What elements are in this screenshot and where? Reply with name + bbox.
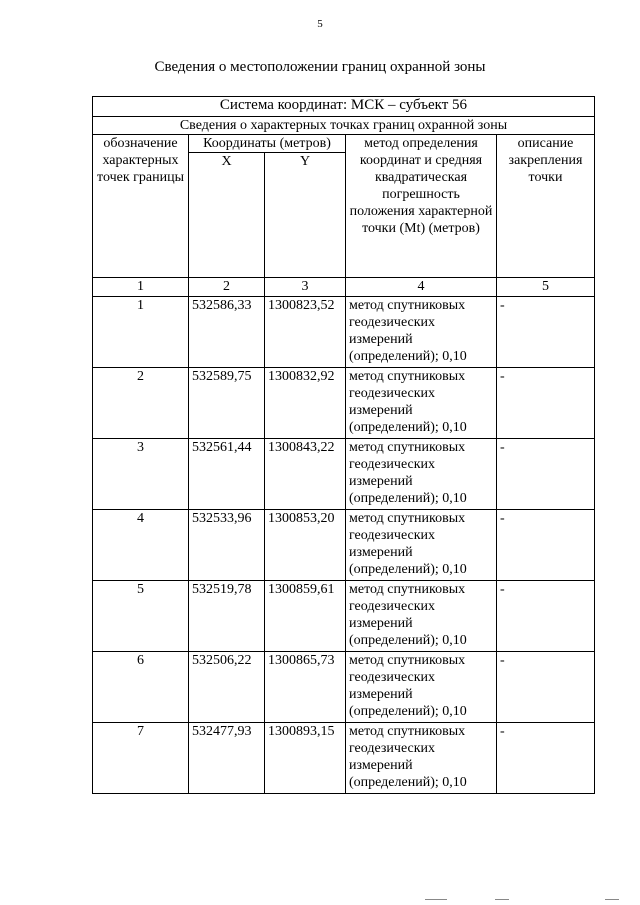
table-row — [93, 297, 595, 368]
coordinate-y: 1300843,22 — [265, 439, 346, 510]
method-cell: метод спутниковых геодезических измерений (определений); 0,10 — [346, 581, 497, 652]
method-cell: метод спутниковых геодезических измерений (определений); 0,10 — [346, 652, 497, 723]
coordinate-x: 532519,78 — [189, 581, 265, 652]
table-row — [93, 581, 595, 652]
coordinate-x: 532586,33 — [189, 297, 265, 368]
method-cell: метод спутниковых геодезических измерений (определений); 0,10 — [346, 368, 497, 439]
column-number: 1 — [93, 278, 189, 297]
coordinate-x: 532561,44 — [189, 439, 265, 510]
method-cell: метод спутниковых геодезических измерений (определений); 0,10 — [346, 510, 497, 581]
point-number: 1 — [93, 297, 189, 368]
method-cell: метод спутниковых геодезических измерений (определений); 0,10 — [346, 723, 497, 794]
coordinate-system-header: Система координат: МСК – субъект 56 — [93, 97, 595, 117]
coordinate-y: 1300893,15 — [265, 723, 346, 794]
method-cell: метод спутниковых геодезических измерений (определений); 0,10 — [346, 297, 497, 368]
column-number: 4 — [346, 278, 497, 297]
document-title: Сведения о местоположении границ охранной зоны — [154, 59, 486, 75]
method-cell: метод спутниковых геодезических измерений (определений); 0,10 — [346, 439, 497, 510]
header-point-designation: обозначение характерных точек границы — [93, 135, 189, 278]
point-number: 2 — [93, 368, 189, 439]
coordinate-y: 1300865,73 — [265, 652, 346, 723]
description-cell: - — [497, 652, 595, 723]
table-row — [93, 510, 595, 581]
point-number: 6 — [93, 652, 189, 723]
point-number: 7 — [93, 723, 189, 794]
description-cell: - — [497, 581, 595, 652]
coordinate-y: 1300853,20 — [265, 510, 346, 581]
table-row — [93, 723, 595, 794]
table-row — [93, 652, 595, 723]
page-number: 5 — [317, 18, 323, 30]
header-y: Y — [265, 153, 346, 278]
point-number: 5 — [93, 581, 189, 652]
coordinate-y: 1300823,52 — [265, 297, 346, 368]
description-cell: - — [497, 510, 595, 581]
header-description: описание закрепления точки — [497, 135, 595, 278]
header-coordinates: Координаты (метров) — [189, 135, 346, 153]
coordinate-x: 532477,93 — [189, 723, 265, 794]
table-row — [93, 368, 595, 439]
column-number: 3 — [265, 278, 346, 297]
point-number: 3 — [93, 439, 189, 510]
table-subtitle: Сведения о характерных точках границ охранной зоны — [93, 117, 595, 135]
point-number: 4 — [93, 510, 189, 581]
header-method: метод определения координат и средняя квадратическая погрешность положения характерной точки (Mt) (метров) — [346, 135, 497, 278]
description-cell: - — [497, 368, 595, 439]
boundary-points-table — [92, 96, 595, 794]
column-number: 2 — [189, 278, 265, 297]
column-number: 5 — [497, 278, 595, 297]
coordinate-x: 532533,96 — [189, 510, 265, 581]
coordinate-y: 1300832,92 — [265, 368, 346, 439]
description-cell: - — [497, 439, 595, 510]
description-cell: - — [497, 297, 595, 368]
coordinate-x: 532506,22 — [189, 652, 265, 723]
coordinate-x: 532589,75 — [189, 368, 265, 439]
coordinate-y: 1300859,61 — [265, 581, 346, 652]
description-cell: - — [497, 723, 595, 794]
footer-scan-marks — [425, 899, 625, 901]
table-row — [93, 439, 595, 510]
header-x: X — [189, 153, 265, 278]
